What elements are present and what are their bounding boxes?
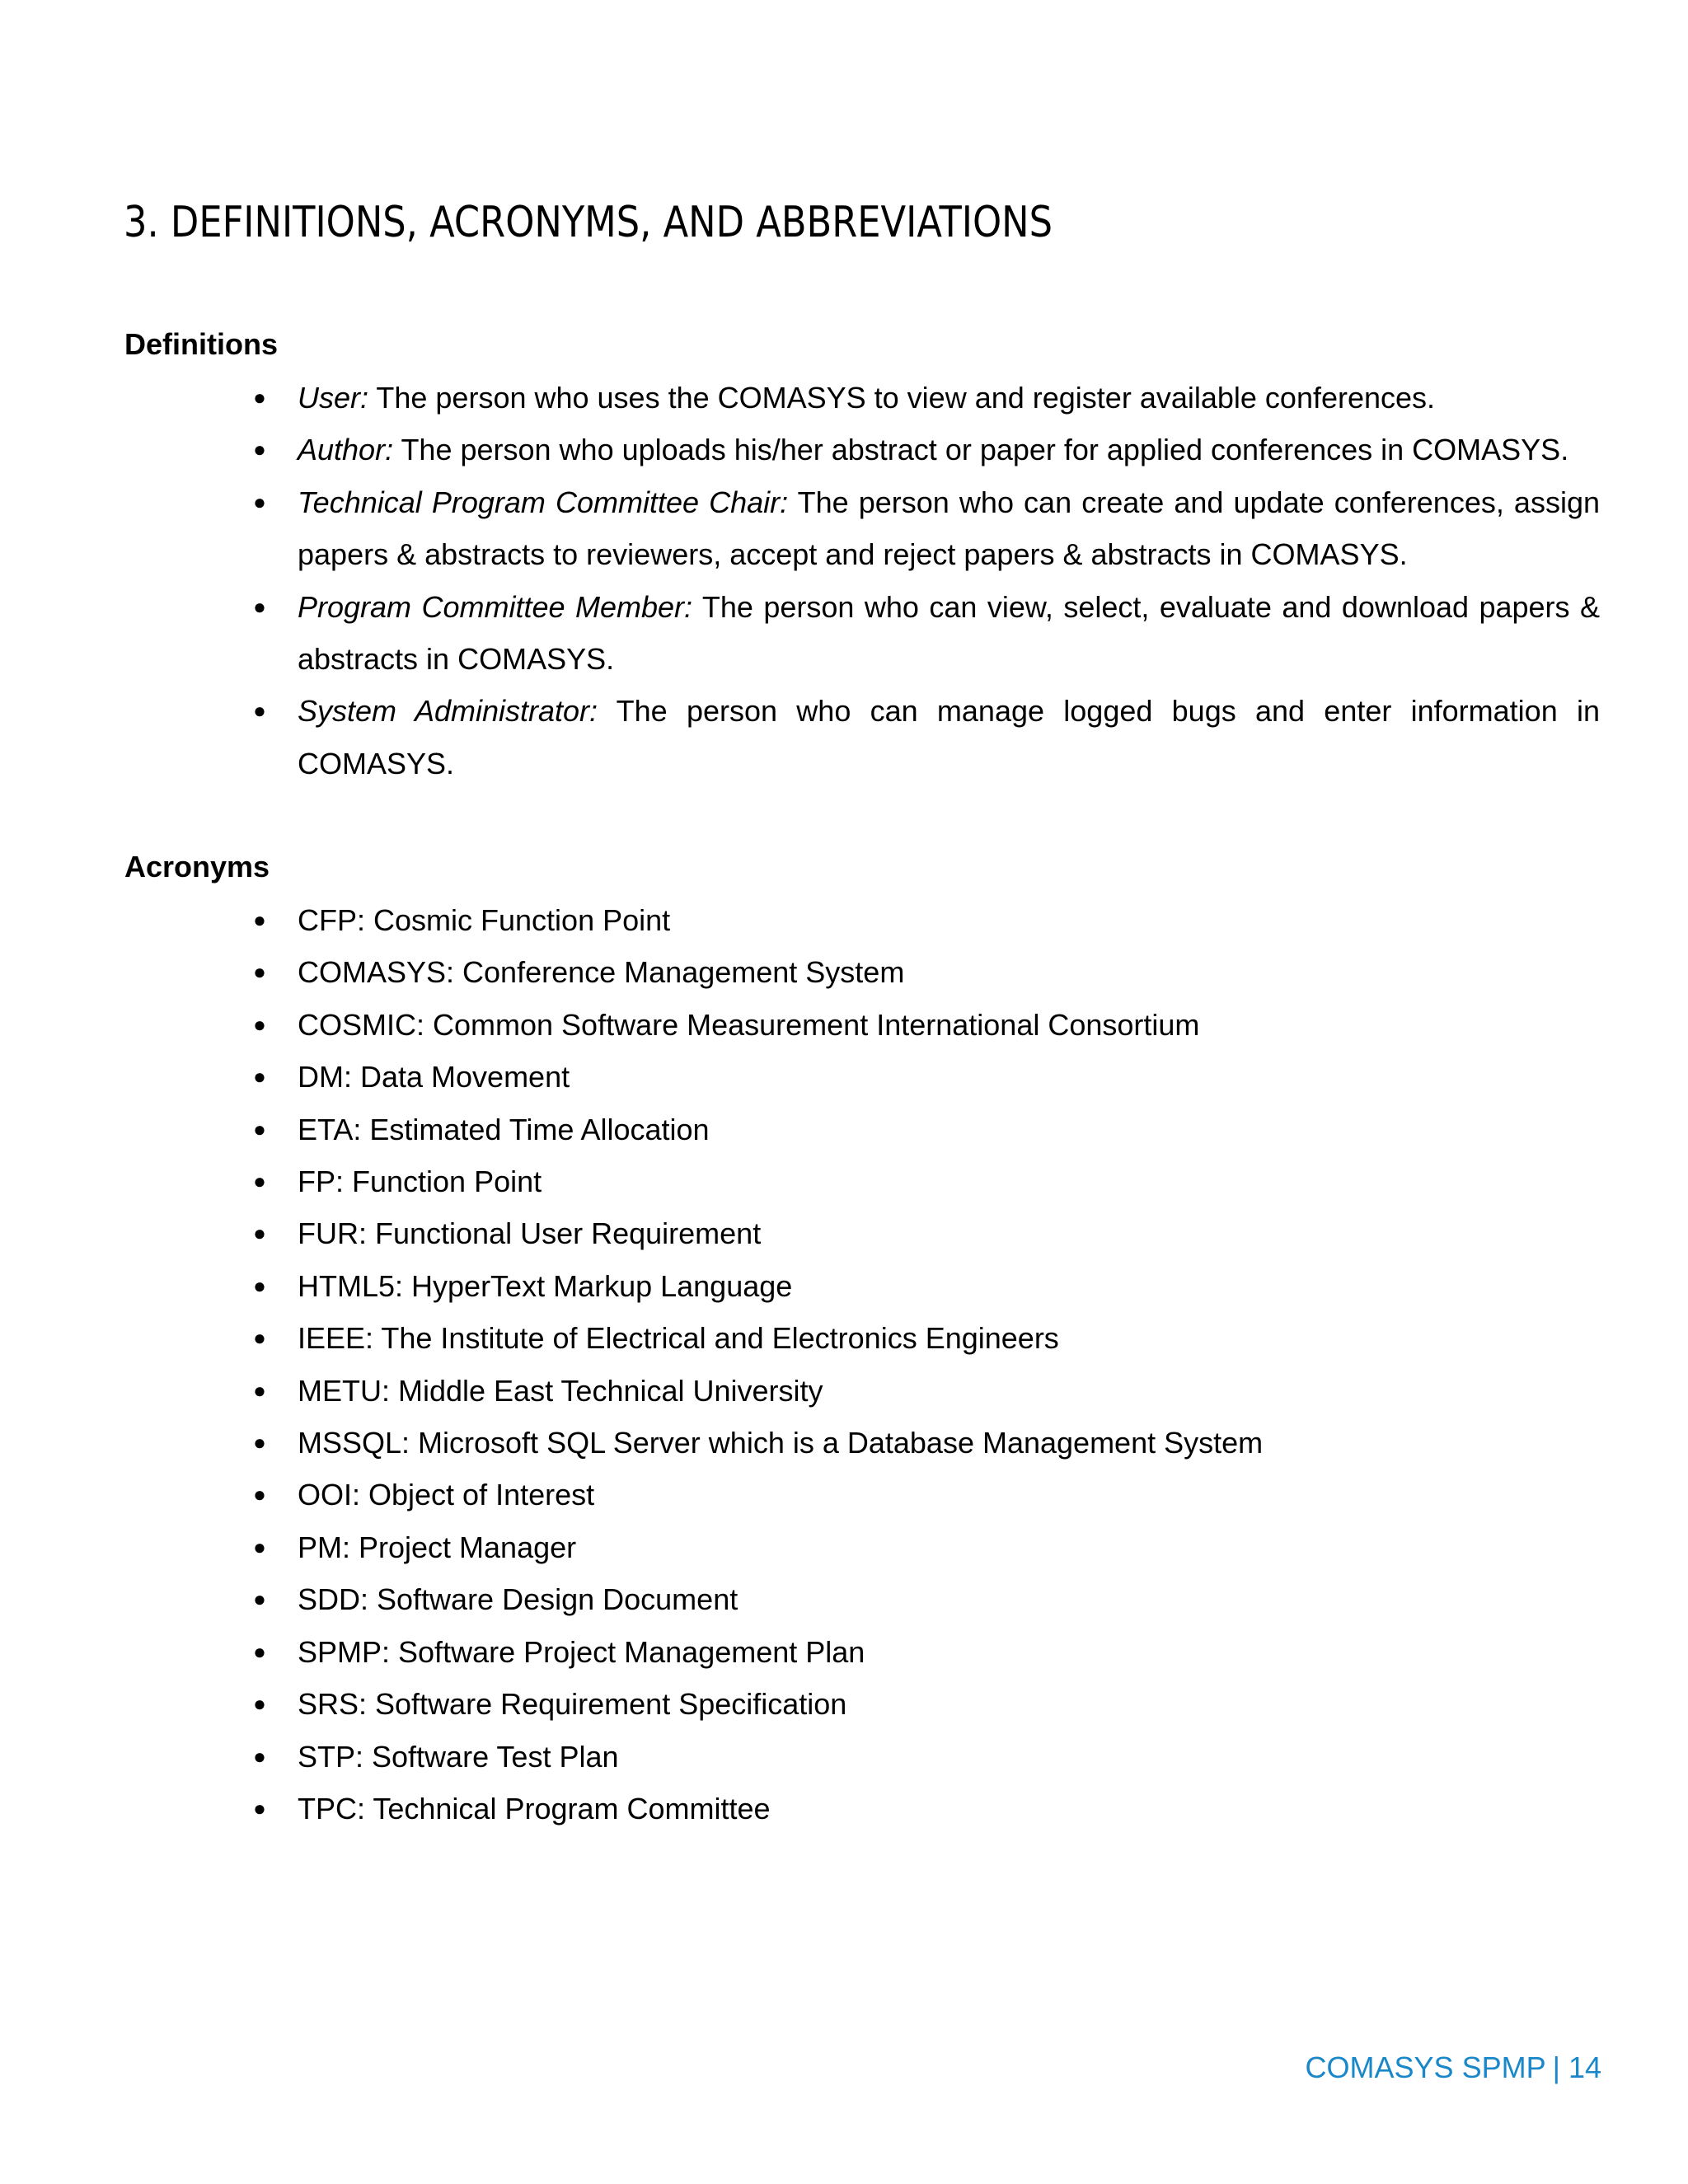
definition-term: System Administrator: (298, 694, 598, 729)
bullet-icon: ● (253, 959, 266, 985)
acronym-text: CFP: Cosmic Function Point (298, 903, 671, 937)
bullet-icon: ● (253, 907, 266, 932)
bullet-icon: ● (253, 1691, 266, 1717)
acronym-item (0, 1573, 1600, 1625)
bullet-icon: ● (253, 489, 266, 514)
definition-text: The person who uploads his/her abstract or paper for applied conferences in COMASYS. (401, 433, 1569, 467)
definitions-list (0, 372, 1600, 790)
acronym-text: SDD: Software Design Document (298, 1582, 738, 1617)
acronym-text: IEEE: The Institute of Electrical and Electronics Engineers (298, 1321, 1059, 1356)
page-footer (1306, 2050, 1601, 2085)
definition-text: The person who can create and update conferences, assign papers & abstracts to reviewers, accept and reject papers & abstracts in COMASYS. (298, 485, 1600, 572)
acronym-text: COSMIC: Common Software Measurement International Consortium (298, 1007, 1200, 1042)
acronym-item (0, 1626, 1600, 1678)
bullet-icon: ● (253, 1586, 266, 1612)
footer-separator: | (1552, 2050, 1560, 2084)
acronyms-list (0, 894, 1600, 1835)
definition-term: Program Committee Member: (298, 589, 693, 624)
footer-page-number: 14 (1568, 2050, 1601, 2084)
acronym-item (0, 1783, 1600, 1835)
bullet-icon: ● (253, 385, 266, 410)
acronym-item (0, 1312, 1600, 1364)
acronym-text: COMASYS: Conference Management System (298, 955, 905, 990)
bullet-icon: ● (253, 1325, 266, 1351)
acronym-text: MSSQL: Microsoft SQL Server which is a Database Management System (298, 1426, 1264, 1460)
acronym-text: ETA: Estimated Time Allocation (298, 1112, 710, 1146)
acronym-text: STP: Software Test Plan (298, 1739, 619, 1774)
definition-item (0, 581, 1600, 686)
bullet-icon: ● (253, 698, 266, 724)
acronym-item (0, 1260, 1600, 1312)
definition-term: Author: (298, 433, 394, 467)
acronym-text: FP: Function Point (298, 1165, 542, 1199)
bullet-icon: ● (253, 1169, 266, 1194)
acronym-text: HTML5: HyperText Markup Language (298, 1268, 793, 1303)
acronym-item (0, 1051, 1600, 1103)
bullet-icon: ● (253, 1743, 266, 1769)
bullet-icon: ● (253, 1011, 266, 1037)
acronym-text: PM: Project Manager (298, 1530, 577, 1564)
acronym-item (0, 1678, 1600, 1730)
definition-term: Technical Program Committee Chair: (298, 485, 789, 519)
definition-item (0, 372, 1600, 424)
footer-doc-name: COMASYS SPMP (1305, 2050, 1546, 2084)
definitions-heading: Definitions (124, 327, 278, 361)
section-title: 3. DEFINITIONS, ACRONYMS, AND ABBREVIATIONS (124, 198, 1053, 247)
acronym-text: OOI: Object of Interest (298, 1478, 595, 1512)
definition-term: User: (298, 381, 369, 415)
bullet-icon: ● (253, 593, 266, 619)
acronym-text: METU: Middle East Technical University (298, 1373, 823, 1408)
acronym-text: TPC: Technical Program Committee (298, 1791, 771, 1825)
definition-item (0, 685, 1600, 790)
acronym-item (0, 1417, 1600, 1469)
bullet-icon: ● (253, 1534, 266, 1559)
acronym-text: FUR: Functional User Requirement (298, 1216, 762, 1251)
acronym-item (0, 894, 1600, 946)
acronym-item (0, 1155, 1600, 1207)
acronym-text: SPMP: Software Project Management Plan (298, 1634, 865, 1669)
bullet-icon: ● (253, 1116, 266, 1141)
definition-text: The person who can view, select, evaluate and download papers & abstracts in COMASYS. (298, 589, 1601, 677)
acronym-item (0, 999, 1600, 1051)
definition-text: The person who can manage logged bugs and enter information in COMASYS. (298, 694, 1600, 780)
acronym-item (0, 1104, 1600, 1155)
definition-item (0, 424, 1600, 476)
acronym-item (0, 946, 1600, 998)
acronym-item (0, 1521, 1600, 1573)
acronym-item (0, 1365, 1600, 1417)
bullet-icon: ● (253, 1482, 266, 1507)
acronym-item (0, 1207, 1600, 1259)
acronym-text: SRS: Software Requirement Specification (298, 1687, 847, 1722)
bullet-icon: ● (253, 1221, 266, 1246)
definition-text: The person who uses the COMASYS to view and register available conferences. (376, 381, 1436, 415)
acronym-text: DM: Data Movement (298, 1060, 570, 1094)
bullet-icon: ● (253, 1795, 266, 1821)
bullet-icon: ● (253, 1272, 266, 1298)
acronym-item (0, 1731, 1600, 1783)
bullet-icon: ● (253, 1377, 266, 1403)
bullet-icon: ● (253, 1638, 266, 1664)
bullet-icon: ● (253, 437, 266, 462)
definition-item (0, 476, 1600, 581)
bullet-icon: ● (253, 1064, 266, 1090)
acronym-item (0, 1469, 1600, 1521)
bullet-icon: ● (253, 1430, 266, 1455)
acronyms-heading: Acronyms (124, 850, 270, 883)
